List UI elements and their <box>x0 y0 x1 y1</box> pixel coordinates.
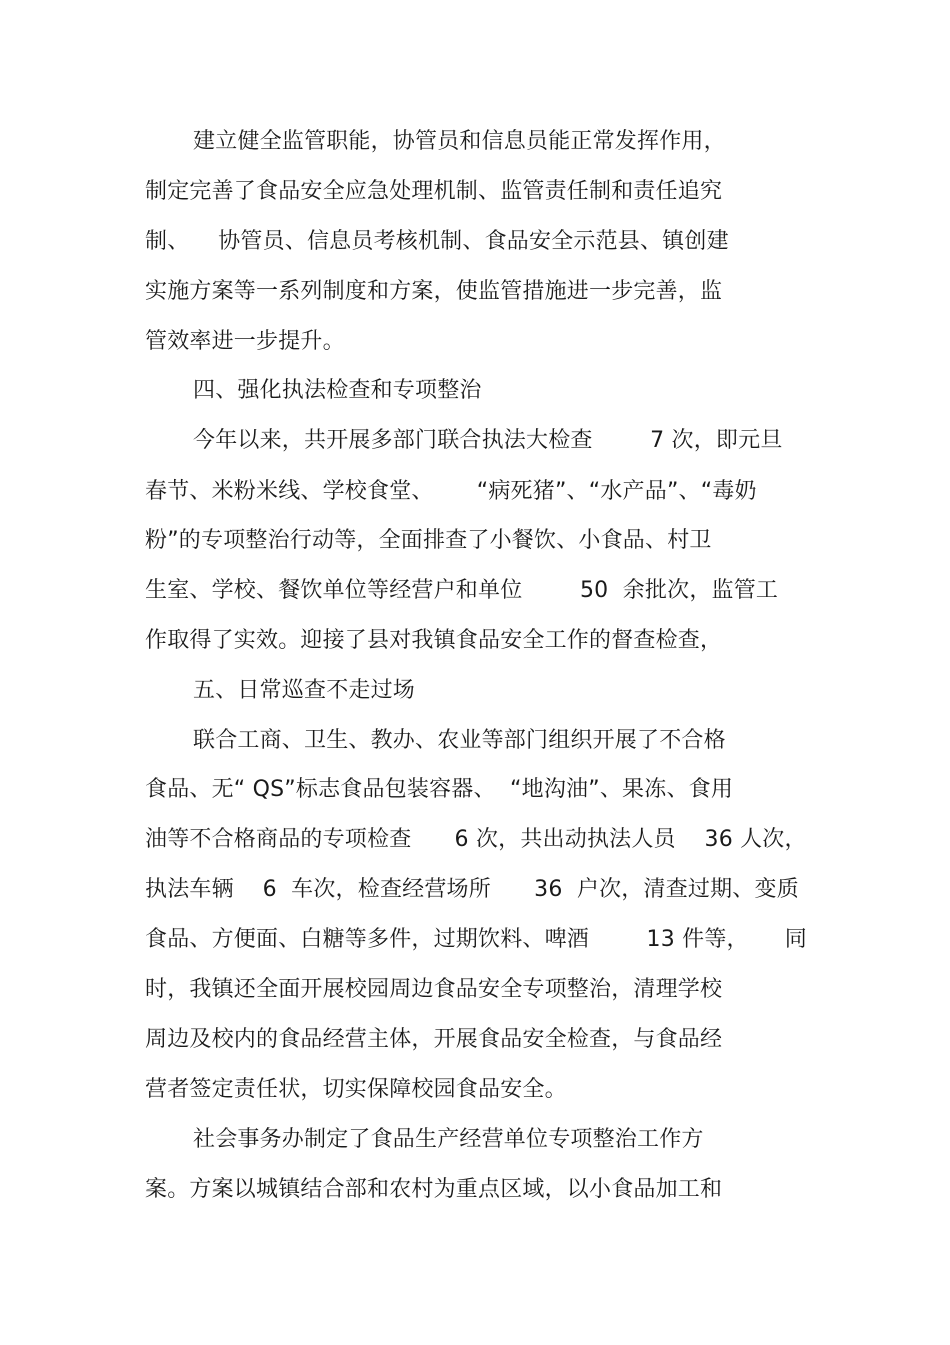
text-line: 食品、无“ QS”标志食品包装容器、 “地沟油”、果冻、食用 <box>145 777 734 802</box>
text-line: 建立健全监管职能，协管员和信息员能正常发挥作用， <box>193 129 726 154</box>
text-line: 生室、学校、餐饮单位等经营户和单位 50 余批次，监管工 <box>145 578 779 603</box>
text-line: 食品、方便面、白糖等多件，过期饮料、啤酒 13 件等， 同 <box>145 927 807 952</box>
text-line: 联合工商、卫生、教办、农业等部门组织开展了不合格 <box>193 728 726 753</box>
text-line: 今年以来，共开展多部门联合执法大检查 7 次，即元旦 <box>193 428 783 453</box>
text-line: 油等不合格商品的专项检查 6 次，共出动执法人员 36 人次， <box>145 827 807 852</box>
section-heading: 四、强化执法检查和专项整治 <box>193 378 482 403</box>
text-line: 制、 协管员、信息员考核机制、食品安全示范县、镇创建 <box>145 229 729 254</box>
text-line: 案。方案以城镇结合部和农村为重点区域，以小食品加工和 <box>145 1177 723 1202</box>
text-line: 制定完善了食品安全应急处理机制、监管责任制和责任追究 <box>145 179 723 204</box>
text-line: 执法车辆 6 车次，检查经营场所 36 户次，清查过期、变质 <box>145 877 799 902</box>
section-heading: 五、日常巡查不走过场 <box>193 678 416 703</box>
text-line: 粉”的专项整治行动等，全面排查了小餐饮、小食品、村卫 <box>145 528 712 553</box>
text-line: 管效率进一步提升。 <box>145 329 345 354</box>
text-line: 周边及校内的食品经营主体，开展食品安全检查，与食品经 <box>145 1027 723 1052</box>
text-line: 社会事务办制定了食品生产经营单位专项整治工作方 <box>193 1127 704 1152</box>
text-line: 营者签定责任状，切实保障校园食品安全。 <box>145 1077 567 1102</box>
text-line: 实施方案等一系列制度和方案，使监管措施进一步完善，监 <box>145 279 723 304</box>
text-line: 春节、米粉米线、学校食堂、 “病死猪”、“水产品”、“毒奶 <box>145 479 757 504</box>
text-line: 作取得了实效。迎接了县对我镇食品安全工作的督查检查， <box>145 628 723 653</box>
text-line: 时，我镇还全面开展校园周边食品安全专项整治，清理学校 <box>145 977 723 1002</box>
